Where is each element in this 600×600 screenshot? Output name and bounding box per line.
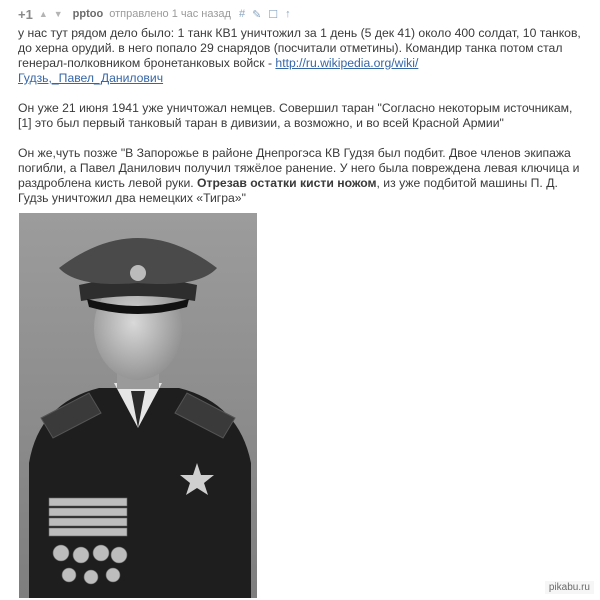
watermark: pikabu.ru [545, 581, 594, 594]
comment-body [18, 26, 586, 221]
comment-timestamp: отправлено 1 час назад [109, 8, 231, 20]
comment-author[interactable]: pptoo [72, 8, 104, 20]
wiki-link-cont[interactable]: Гудзь,_Павел_Данилович [18, 71, 164, 85]
edit-icon[interactable]: ✎ [252, 8, 262, 21]
comment-header [18, 6, 298, 22]
comment-score: +1 [18, 6, 33, 22]
comment-paragraph-3: Он же,чуть позже "В Запорожье в районе Днепрогэса КВ Гудзя был подбит. Двое членов экипажа погибли, а Павел Данилович получил тяжёлое ранение. У него была повреждена левая ключица и раздроблена кисть левой руки. Отрезав остатки кисти ножом, из уже подбитой машины П. Д. Гудзь уничтожил два немецких «Тигра»" [18, 146, 580, 205]
wiki-link[interactable]: http://ru.wikipedia.org/wiki/ [275, 56, 419, 70]
bold-phrase: Отрезав остатки кисти ножом [197, 176, 377, 190]
comment-paragraph-1: у нас тут рядом дело было: 1 танк КВ1 уничтожил за 1 день (5 дек 41) около 400 солдат, 10 танков, до херна орудий. в него попало 29 снарядов (посчитали отметины). Командир танка потом стал генерал-полковником бронетанковых войск - http://ru.wikipedia.org/wiki/ Гудзь,_Павел_Данилович [18, 26, 581, 85]
save-icon[interactable]: ☐ [268, 8, 279, 21]
vote-down-icon[interactable]: ▼ [53, 9, 63, 19]
general-portrait-photo [19, 213, 257, 598]
comment-paragraph-2: Он уже 21 июня 1941 уже уничтожал немцев. Совершил таран "Согласно некоторым источникам, [1] это был первый танковый таран в дивизии, а возможно, и во всей Красной Армии" [18, 101, 573, 130]
parent-arrow-icon[interactable]: ↑ [285, 8, 291, 20]
permalink-hash-icon[interactable]: # [238, 8, 246, 20]
vote-up-icon[interactable]: ▲ [38, 9, 48, 19]
